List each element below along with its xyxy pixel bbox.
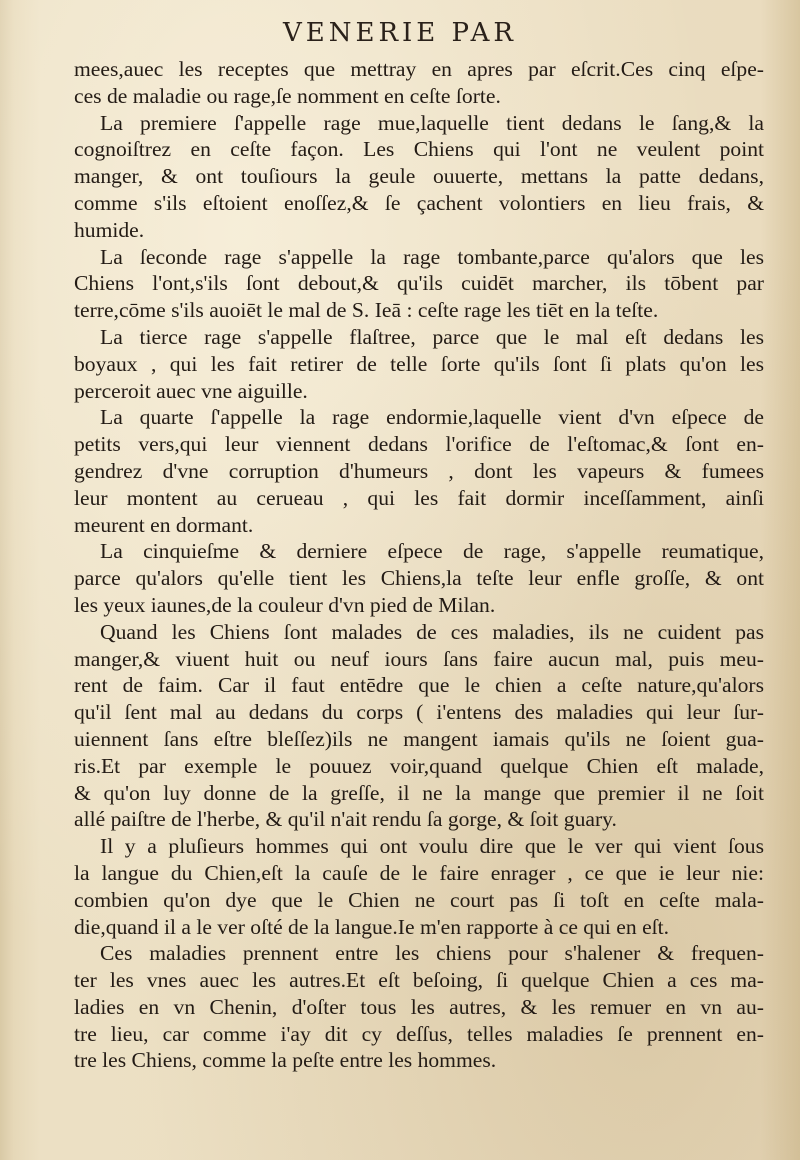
text-line: manger,& viuent huit ou neuf iours ſans faire aucun mal, puis meu- — [74, 646, 764, 671]
text-line: Quand les Chiens ſont malades de ces maladies, ils ne cuident pas — [100, 619, 764, 644]
text-line: La premiere ſ'appelle rage mue,laquelle tient dedans le ſang,& la — [100, 110, 764, 135]
text-line: rent de faim. Car il faut entēdre que le chien a ceſte nature,qu'alors — [74, 673, 764, 698]
text-line: gendrez d'vne corruption d'humeurs , dont les vapeurs & fumees — [74, 458, 764, 483]
text-line: qu'il ſent mal au dedans du corps ( i'entens des maladies qui leur ſur- — [74, 700, 764, 725]
text-line: humide. — [74, 217, 145, 242]
text-line: boyaux , qui les fait retirer de telle ſorte qu'ils ſont ſi plats qu'on les — [74, 351, 764, 376]
text-line: mees,auec les receptes que mettray en apres par eſcrit.Ces cinq eſpe- — [74, 57, 764, 81]
text-line: ces de maladie ou rage,ſe nomment en ceſte ſorte. — [74, 83, 501, 108]
text-line: ris.Et par exemple le pouuez voir,quand quelque Chien eſt malade, — [74, 753, 764, 778]
text-line: comme s'ils eſtoient enoſſez,& ſe çachent volontiers en lieu frais, & — [74, 190, 764, 215]
text-line: combien qu'on dye que le Chien ne court pas ſi toſt en ceſte mala- — [74, 887, 764, 912]
text-line: tre lieu, car comme i'ay dit cy deſſus, telles maladies ſe prennent en- — [74, 1021, 764, 1046]
text-line: terre,cōme s'ils auoiēt le mal de S. Ieā : ceſte rage les tiēt en la teſte. — [74, 298, 659, 323]
text-line: La tierce rage s'appelle flaſtree, parce que le mal eſt dedans les — [100, 324, 764, 349]
text-line: tre les Chiens, comme la peſte entre les hommes. — [74, 1048, 497, 1073]
text-line: die,quand il a le ver oſté de la langue.Ie m'en rapporte à ce qui en eſt. — [74, 914, 670, 939]
text-line: Ces maladies prennent entre les chiens pour s'halener & frequen- — [100, 941, 764, 966]
text-line: allé paiſtre de l'herbe, & qu'il n'ait rendu ſa gorge, & ſoit guary. — [74, 807, 617, 832]
text-line: manger, & ont touſiours la geule ouuerte, mettans la patte dedans, — [74, 164, 764, 189]
text-line: meurent en dormant. — [74, 512, 254, 537]
body-text — [74, 56, 764, 1074]
text-line: perceroit auec vne aiguille. — [74, 378, 308, 403]
text-line: Chiens l'ont,s'ils ſont debout,& qu'ils cuidēt marcher, ils tōbent par — [74, 271, 764, 296]
text-line: & qu'on luy donne de la greſſe, il ne la mange que premier il ne ſoit — [74, 780, 764, 805]
text-line: ladies en vn Chenin, d'oſter tous les autres, & les remuer en vn au- — [74, 994, 764, 1019]
text-line: cognoiſtrez en ceſte façon. Les Chiens qui l'ont ne veulent point — [74, 137, 764, 162]
text-line: leur montent au cerueau , qui les fait dormir inceſſamment, ainſi — [74, 485, 764, 510]
text-line: La quarte ſ'appelle la rage endormie,laquelle vient d'vn eſpece de — [100, 405, 764, 430]
text-line: ter les vnes auec les autres.Et eſt beſoing, ſi quelque Chien a ces ma- — [74, 968, 764, 993]
running-head: VENERIE PAR — [282, 18, 518, 48]
text-line: les yeux iaunes,de la couleur d'vn pied de Milan. — [74, 592, 496, 617]
text-line: La ſeconde rage s'appelle la rage tombante,parce qu'alors que les — [100, 244, 764, 269]
text-line: La cinquieſme & derniere eſpece de rage, s'appelle reumatique, — [100, 539, 764, 564]
text-line: la langue du Chien,eſt la cauſe de le faire enrager , ce que ie leur nie: — [74, 860, 764, 885]
text-line: uiennent ſans eſtre bleſſez)ils ne mangent iamais qu'ils ne ſoient gua- — [74, 726, 764, 751]
text-line: parce qu'alors qu'elle tient les Chiens,la teſte leur enfle groſſe, & ont — [74, 566, 764, 591]
text-line: Il y a pluſieurs hommes qui ont voulu dire que le ver qui vient ſous — [100, 834, 764, 859]
text-line: petits vers,qui leur viennent dedans l'orifice de l'eſtomac,& ſont en- — [74, 432, 764, 457]
